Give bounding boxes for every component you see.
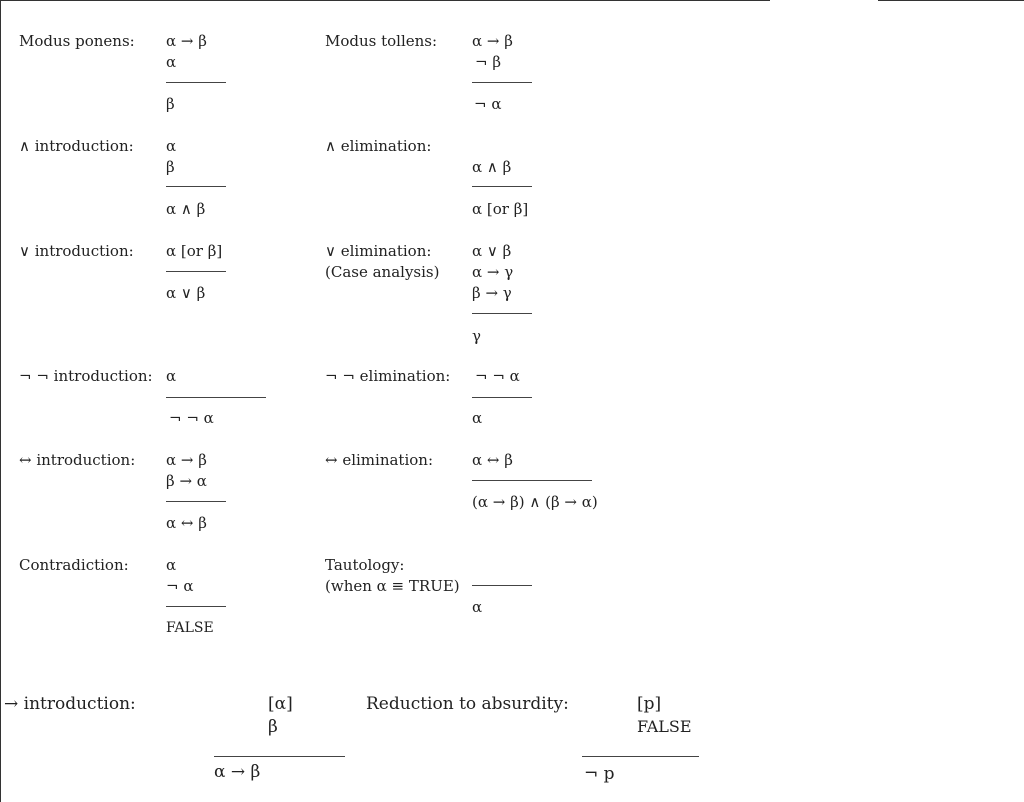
inference-line bbox=[472, 585, 532, 586]
conclusion: γ bbox=[472, 327, 481, 345]
rule-name-biconditional-introduction: ↔ introduction: bbox=[19, 451, 136, 469]
conclusion: ¬ ¬ α bbox=[169, 409, 214, 427]
rule-name-contradiction: Contradiction: bbox=[19, 556, 129, 574]
inference-line bbox=[166, 271, 226, 272]
premise-assumption: [p] bbox=[637, 694, 662, 714]
premise: α ∨ β bbox=[472, 242, 512, 260]
premise: α → β bbox=[166, 32, 207, 50]
premise: α bbox=[166, 53, 177, 71]
premise-assumption: [α] bbox=[268, 694, 293, 714]
conclusion: α → β bbox=[214, 762, 261, 782]
rule-name-tautology: Tautology: bbox=[325, 556, 405, 574]
conclusion: ¬ p bbox=[584, 764, 615, 784]
rule-name-implication-introduction: → introduction: bbox=[4, 694, 136, 714]
rule-subtitle-tautology-condition: (when α ≡ TRUE) bbox=[325, 577, 460, 595]
inference-line bbox=[166, 186, 226, 187]
premise: ¬ α bbox=[166, 577, 194, 595]
conclusion: α [or β] bbox=[472, 200, 529, 218]
conclusion: α ∨ β bbox=[166, 284, 206, 302]
inference-line bbox=[472, 82, 532, 83]
rule-name-double-negation-elimination: ¬ ¬ elimination: bbox=[325, 367, 451, 385]
rule-subtitle-case-analysis: (Case analysis) bbox=[325, 263, 440, 281]
premise: β → α bbox=[166, 472, 207, 490]
conclusion: α ↔ β bbox=[166, 514, 207, 532]
premise: α ∧ β bbox=[472, 158, 512, 176]
inference-line bbox=[472, 480, 592, 481]
conclusion: α bbox=[472, 409, 483, 427]
conclusion: α bbox=[472, 598, 483, 616]
inference-line bbox=[582, 756, 699, 757]
rule-name-modus-tollens: Modus tollens: bbox=[325, 32, 438, 50]
inference-line bbox=[472, 313, 532, 314]
inference-line bbox=[472, 186, 532, 187]
conclusion: β bbox=[166, 95, 175, 113]
rule-name-biconditional-elimination: ↔ elimination: bbox=[325, 451, 434, 469]
inference-line bbox=[166, 501, 226, 502]
premise: α bbox=[166, 556, 177, 574]
rule-name-or-introduction: ∨ introduction: bbox=[19, 242, 134, 260]
premise: α bbox=[166, 367, 177, 385]
rule-name-and-introduction: ∧ introduction: bbox=[19, 137, 134, 155]
inference-line bbox=[166, 397, 266, 398]
premise: α bbox=[166, 137, 177, 155]
premise: β bbox=[166, 158, 175, 176]
page-border-gap bbox=[770, 0, 878, 2]
premise: α [or β] bbox=[166, 242, 223, 260]
premise: ¬ β bbox=[475, 53, 502, 71]
rule-name-or-elimination: ∨ elimination: bbox=[325, 242, 432, 260]
page-border-left bbox=[0, 0, 1, 802]
premise: α → β bbox=[472, 32, 513, 50]
premise: ¬ ¬ α bbox=[475, 367, 520, 385]
inference-line bbox=[166, 606, 226, 607]
conclusion: FALSE bbox=[166, 620, 214, 636]
premise: β → γ bbox=[472, 284, 512, 302]
premise: α → γ bbox=[472, 263, 514, 281]
conclusion: ¬ α bbox=[474, 95, 502, 113]
inference-line bbox=[214, 756, 345, 757]
inference-line bbox=[472, 397, 532, 398]
conclusion: α ∧ β bbox=[166, 200, 206, 218]
rule-name-modus-ponens: Modus ponens: bbox=[19, 32, 135, 50]
premise: α → β bbox=[166, 451, 207, 469]
conclusion: (α → β) ∧ (β → α) bbox=[472, 493, 598, 511]
rule-name-and-elimination: ∧ elimination: bbox=[325, 137, 432, 155]
rule-name-reduction-to-absurdity: Reduction to absurdity: bbox=[366, 694, 569, 714]
inference-line bbox=[166, 82, 226, 83]
rule-name-double-negation-introduction: ¬ ¬ introduction: bbox=[19, 367, 153, 385]
premise: α ↔ β bbox=[472, 451, 513, 469]
premise: β bbox=[268, 717, 278, 737]
premise: FALSE bbox=[637, 717, 692, 736]
